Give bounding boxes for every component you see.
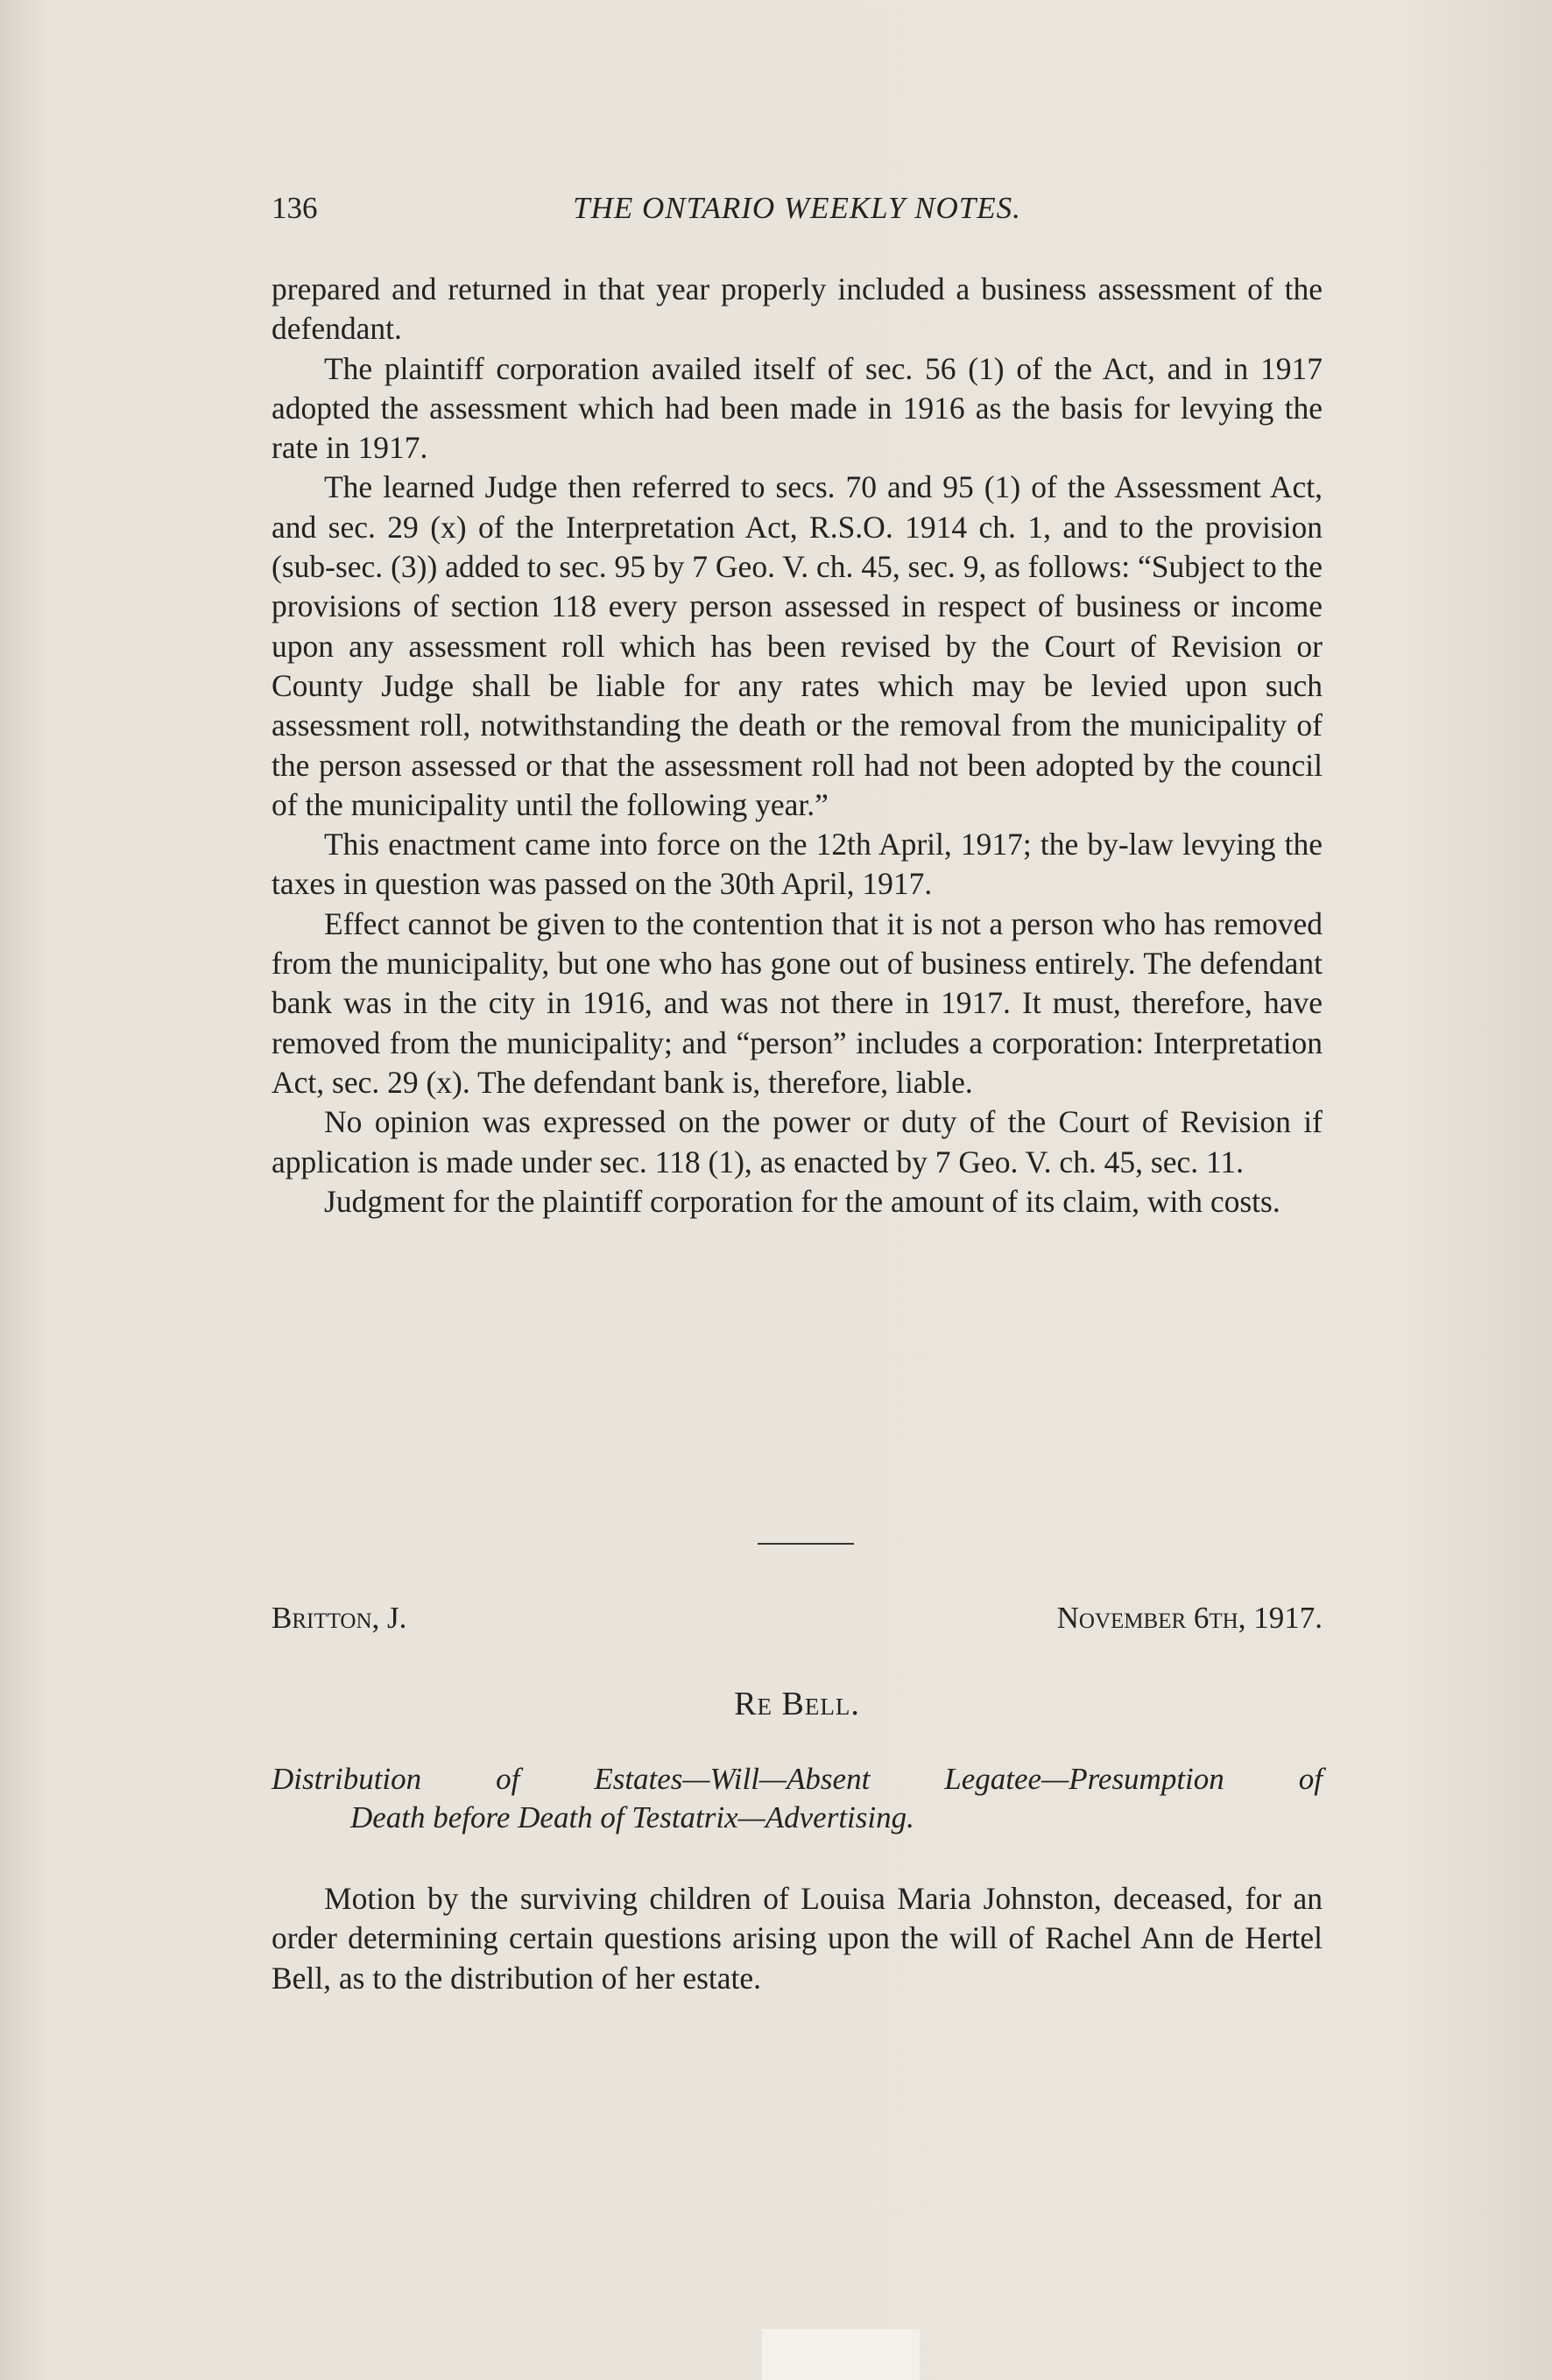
page-number: 136 bbox=[272, 191, 318, 225]
headnote-line: Death before Death of Testatrix—Advertising. bbox=[350, 1800, 914, 1834]
paragraph: This enactment came into force on the 12th April, 1917; the by-law levying the taxes in question was passed on the 30th April, 1917. bbox=[272, 827, 1323, 902]
judge-name: Britton, J. bbox=[272, 1601, 407, 1635]
case-title: Re Bell. bbox=[734, 1686, 860, 1722]
section-divider bbox=[758, 1543, 854, 1545]
journal-title: THE ONTARIO WEEKLY NOTES. bbox=[573, 191, 1021, 225]
paragraph: The plaintiff corporation availed itself of sec. 56 (1) of the Act, and in 1917 adopted the assessment which had been made in 1916 as the basis for levying the rate in 1917. bbox=[272, 350, 1323, 466]
headnote-line: Distribution of Estates—Will—Absent Legatee—Presumption of bbox=[272, 1762, 1323, 1796]
paragraph: prepared and returned in that year properly included a business assessment of the defendant. bbox=[272, 271, 1323, 347]
headnote bbox=[272, 1760, 1323, 1837]
paragraph: The learned Judge then referred to secs. 70 and 95 (1) of the Assessment Act, and sec. 29 (x) of the Interpretation Act, R.S.O. 1914 ch. 1, and to the provision (sub-sec. (3)) added to sec. 95 by 7 Geo. V. ch. 45, sec. 9, as follows: “Subject to the provisions of section 118 every person assessed in respect of business or income upon any assessment roll which has been revised by the Court of Revision or County Judge shall be liable for any rates which may be levied upon such assessment roll, notwithstanding the death or the removal from the municipality of the person assessed or that the assessment roll had not been adopted by the council of the municipality until the following year.” bbox=[272, 469, 1323, 822]
case-byline bbox=[272, 1601, 1323, 1644]
motion-paragraph bbox=[272, 1879, 1323, 1998]
paragraph: Effect cannot be given to the contention that it is not a person who has removed from the municipality, but one who has gone out of business entirely. The defendant bank was in the city in 1916, and was not there in 1917. It must, therefore, have removed from the municipality; and “person” includes a corporation: Interpretation Act, sec. 29 (x). The defendant bank is, therefore, liable. bbox=[272, 905, 1323, 1100]
body-text bbox=[272, 270, 1323, 1222]
paragraph: Motion by the surviving children of Louisa Maria Johnston, deceased, for an order determining certain questions arising upon the will of Rachel Ann de Hertel Bell, as to the distribution of her estate. bbox=[272, 1881, 1323, 1996]
paragraph: No opinion was expressed on the power or duty of the Court of Revision if application is made under sec. 118 (1), as enacted by 7 Geo. V. ch. 45, sec. 11. bbox=[272, 1104, 1323, 1179]
paper-patch bbox=[762, 2329, 920, 2380]
paragraph: Judgment for the plaintiff corporation for the amount of its claim, with costs. bbox=[324, 1183, 1280, 1219]
running-head bbox=[272, 191, 1323, 235]
judgment-date: November 6th, 1917. bbox=[1056, 1601, 1323, 1635]
